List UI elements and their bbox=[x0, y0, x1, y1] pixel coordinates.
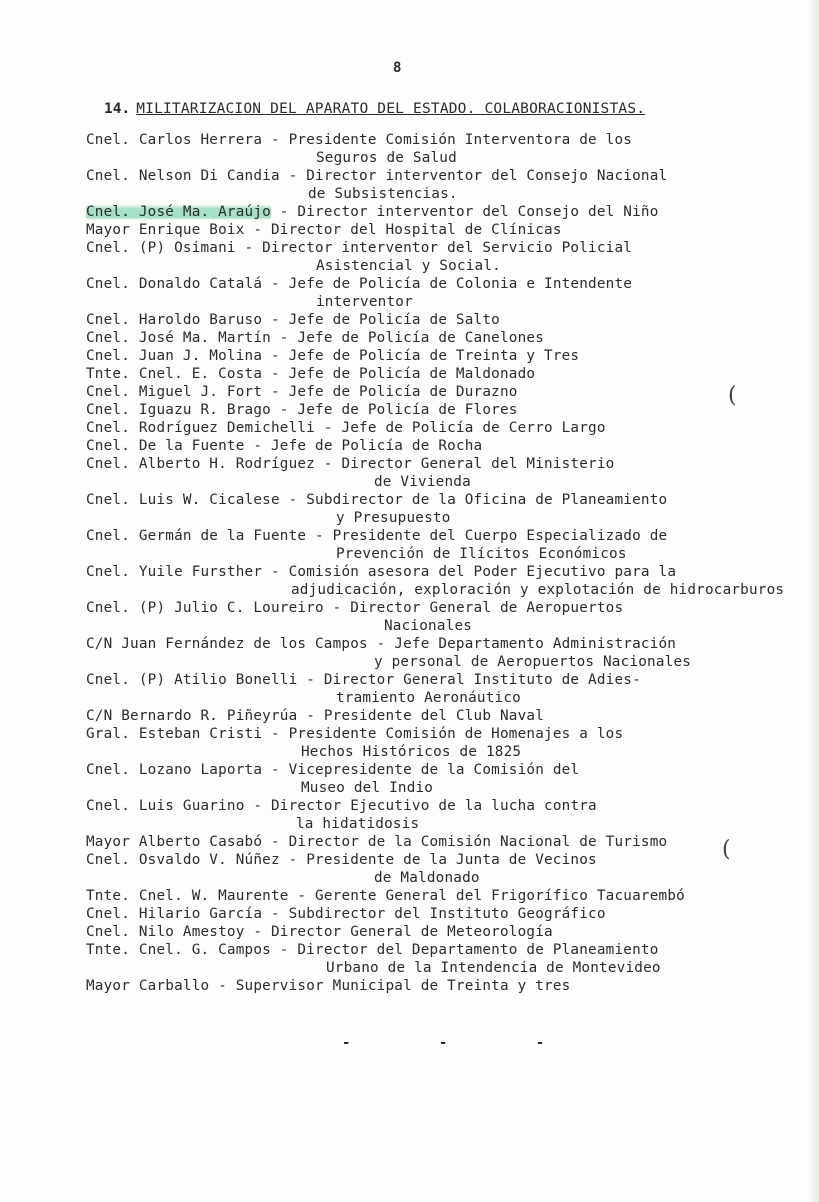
entry-role: Supervisor Municipal de Treinta y tres bbox=[235, 978, 571, 994]
entry-role: Director interventor del Consejo Nacional bbox=[306, 168, 668, 184]
entry-name: Tnte. Cnel. E. Costa bbox=[86, 366, 263, 382]
section-number: 14. bbox=[104, 101, 131, 117]
entry-role: Presidente del Club Naval bbox=[323, 708, 545, 724]
entry-row bbox=[86, 725, 806, 761]
entry-separator: - bbox=[262, 132, 289, 148]
entry-separator: - bbox=[279, 492, 307, 508]
entry-row bbox=[86, 563, 806, 599]
entry-role: Presidente de la Junta de Vecinos bbox=[306, 852, 597, 868]
entry-role: Subdirector del Instituto Geográfico bbox=[288, 906, 606, 922]
entry-role: Presidente Comisión de Homenajes a los bbox=[288, 726, 624, 742]
entry-row bbox=[86, 455, 806, 491]
entry-name: Cnel. Donaldo Catalá bbox=[86, 276, 263, 292]
entry-row bbox=[86, 239, 806, 275]
entry-row bbox=[86, 401, 806, 419]
entry-separator: - bbox=[270, 942, 298, 958]
entry-row bbox=[86, 383, 806, 401]
entry-name: Cnel. Carlos Herrera bbox=[86, 132, 263, 148]
entry-separator: - bbox=[244, 222, 271, 238]
entry-row bbox=[86, 761, 806, 797]
entry-name: Mayor Carballo bbox=[86, 978, 210, 994]
section-title: MILITARIZACION DEL APARATO DEL ESTADO. COLABORACIONISTAS. bbox=[136, 101, 646, 117]
entry-row bbox=[86, 347, 806, 365]
entry-role: Director del Hospital de Clínicas bbox=[270, 222, 562, 238]
entry-row bbox=[86, 491, 806, 527]
entry-role: Director General del Ministerio bbox=[341, 456, 615, 472]
page-edge bbox=[807, 0, 819, 1202]
entry-role: Director del Departamento de Planeamiento bbox=[297, 942, 659, 958]
entry-role-continuation: de Subsistencias. bbox=[308, 186, 458, 202]
entry-role-continuation: Hechos Históricos de 1825 bbox=[301, 744, 522, 760]
entry-separator: - bbox=[262, 726, 289, 742]
entry-role: Director de la Comisión Nacional de Turismo bbox=[288, 834, 668, 850]
entry-row bbox=[86, 887, 806, 905]
entry-name: Cnel. José Ma. Araújo bbox=[86, 204, 271, 220]
entry-role-continuation: Seguros de Salud bbox=[316, 150, 457, 166]
entry-role: Jefe de Policía de Canelones bbox=[297, 330, 545, 346]
entry-role: Jefe de Policía de Treinta y Tres bbox=[288, 348, 580, 364]
entry-role: Jefe Departamento Administración bbox=[394, 636, 677, 652]
entry-line bbox=[86, 797, 806, 815]
entry-line bbox=[86, 275, 806, 293]
entry-name: Cnel. Alberto H. Rodríguez bbox=[86, 456, 315, 472]
entry-separator: - bbox=[270, 204, 298, 220]
entry-line bbox=[86, 671, 806, 689]
entry-row bbox=[86, 221, 806, 239]
entry-role: Presidente del Cuerpo Especializado de bbox=[332, 528, 668, 544]
entry-name: Cnel. Germán de la Fuente bbox=[86, 528, 307, 544]
entry-line bbox=[86, 887, 806, 905]
entry-separator: - bbox=[262, 906, 289, 922]
entry-row bbox=[86, 131, 806, 167]
entry-separator: - bbox=[270, 330, 298, 346]
entry-line bbox=[86, 401, 806, 419]
entry-role: Jefe de Policía de Maldonado bbox=[288, 366, 536, 382]
entry-line bbox=[86, 365, 806, 383]
entry-role: Director interventor del Servicio Policial bbox=[262, 240, 633, 256]
entry-separator: - bbox=[297, 708, 324, 724]
entry-separator: - bbox=[297, 672, 324, 688]
entry-name: Cnel. Haroldo Baruso bbox=[86, 312, 263, 328]
entry-role: Vicepresidente de la Comisión del bbox=[288, 762, 580, 778]
entry-role: Jefe de Policía de Flores bbox=[297, 402, 518, 418]
entry-row bbox=[86, 707, 806, 725]
entry-separator: - bbox=[244, 924, 271, 940]
entry-role-continuation: interventor bbox=[316, 294, 413, 310]
entry-name: Cnel. Juan J. Molina bbox=[86, 348, 263, 364]
entry-name: Cnel. José Ma. Martín bbox=[86, 330, 271, 346]
entry-row bbox=[86, 851, 806, 887]
entry-line bbox=[86, 203, 806, 221]
entry-separator: - bbox=[262, 834, 289, 850]
entry-line bbox=[86, 419, 806, 437]
entry-row bbox=[86, 329, 806, 347]
entry-role-continuation: Prevención de Ilícitos Económicos bbox=[336, 546, 627, 562]
entry-separator: - bbox=[235, 240, 263, 256]
entry-role-continuation: Urbano de la Intendencia de Montevideo bbox=[326, 960, 661, 976]
entry-role-continuation: Asistencial y Social. bbox=[316, 258, 501, 274]
entry-line bbox=[86, 725, 806, 743]
entry-role: Director interventor del Consejo del Niño bbox=[297, 204, 659, 220]
entry-name: Cnel. Luis W. Cicalese bbox=[86, 492, 280, 508]
entry-name: Cnel. (P) Julio C. Loureiro bbox=[86, 600, 324, 616]
entry-row bbox=[86, 941, 806, 977]
entry-role: Gerente General del Frigorífico Tacuarembó bbox=[315, 888, 685, 904]
entry-row bbox=[86, 311, 806, 329]
entry-line bbox=[86, 131, 806, 149]
entry-name: Tnte. Cnel. W. Maurente bbox=[86, 888, 289, 904]
entry-row bbox=[86, 635, 806, 671]
entry-name: C/N Juan Fernández de los Campos bbox=[86, 636, 368, 652]
entry-separator: - bbox=[262, 366, 289, 382]
entry-separator: - bbox=[244, 798, 271, 814]
entry-row bbox=[86, 671, 806, 707]
entry-role-continuation: adjudicación, exploración y explotación de hidrocarburos bbox=[291, 582, 785, 598]
entry-line bbox=[86, 383, 806, 401]
entry-role-continuation: Museo del Indio bbox=[301, 780, 434, 796]
entry-line bbox=[86, 239, 806, 257]
entry-separator: - bbox=[323, 600, 351, 616]
entry-name: Cnel. (P) Atilio Bonelli bbox=[86, 672, 298, 688]
entry-row bbox=[86, 905, 806, 923]
entry-separator: - bbox=[244, 438, 271, 454]
entry-name: C/N Bernardo R. Piñeyrúa bbox=[86, 708, 298, 724]
entry-line bbox=[86, 347, 806, 365]
entry-role-continuation: tramiento Aeronáutico bbox=[336, 690, 521, 706]
entry-name: Cnel. De la Fuente bbox=[86, 438, 245, 454]
entry-line bbox=[86, 491, 806, 509]
entry-line bbox=[86, 221, 806, 239]
entry-name: Mayor Alberto Casabó bbox=[86, 834, 263, 850]
entry-separator: - bbox=[262, 384, 289, 400]
entry-row bbox=[86, 923, 806, 941]
entry-role: Jefe de Policía de Colonia e Intendente bbox=[288, 276, 633, 292]
entry-row bbox=[86, 977, 806, 995]
entry-separator: - bbox=[367, 636, 395, 652]
entry-separator: - bbox=[262, 312, 289, 328]
entry-row bbox=[86, 365, 806, 383]
entry-separator: - bbox=[262, 348, 289, 364]
entry-role: Jefe de Policía de Salto bbox=[288, 312, 500, 328]
page-number: 8 bbox=[393, 60, 402, 76]
entry-line bbox=[86, 599, 806, 617]
entry-line bbox=[86, 833, 806, 851]
entry-name: Mayor Enrique Boix bbox=[86, 222, 245, 238]
section-heading bbox=[104, 101, 645, 117]
entry-role: Director General de Aeropuertos bbox=[350, 600, 624, 616]
entry-name: Cnel. Miguel J. Fort bbox=[86, 384, 263, 400]
entry-role-continuation: Nacionales bbox=[384, 618, 473, 634]
entry-line bbox=[86, 455, 806, 473]
entry-line bbox=[86, 563, 806, 581]
entry-row bbox=[86, 203, 806, 221]
entry-role-continuation: y Presupuesto bbox=[336, 510, 451, 526]
entry-row bbox=[86, 599, 806, 635]
entry-role-continuation: de Maldonado bbox=[374, 870, 480, 886]
entry-separator: - bbox=[288, 888, 316, 904]
entry-separator: - bbox=[262, 762, 289, 778]
entry-role: Subdirector de la Oficina de Planeamiento bbox=[306, 492, 668, 508]
entry-name: Cnel. Osvaldo V. Núñez bbox=[86, 852, 280, 868]
entry-role-continuation: y personal de Aeropuertos Nacionales bbox=[374, 654, 692, 670]
entry-row bbox=[86, 419, 806, 437]
entry-separator: - bbox=[279, 852, 307, 868]
entry-role: Jefe de Policía de Rocha bbox=[270, 438, 483, 454]
entry-separator: - bbox=[315, 456, 342, 472]
entry-line bbox=[86, 851, 806, 869]
margin-parenthesis-mark: ( bbox=[728, 383, 737, 408]
entry-row bbox=[86, 275, 806, 311]
entry-name: Cnel. Nelson Di Candia bbox=[86, 168, 280, 184]
entry-role: Comisión asesora del Poder Ejecutivo para la bbox=[288, 564, 677, 580]
entry-separator: - bbox=[315, 420, 342, 436]
entry-role: Director General de Meteorología bbox=[270, 924, 553, 940]
entry-role: Presidente Comisión Interventora de los bbox=[288, 132, 633, 148]
entry-line bbox=[86, 329, 806, 347]
entry-name: Gral. Esteban Cristi bbox=[86, 726, 263, 742]
entry-role: Jefe de Policía de Durazno bbox=[288, 384, 518, 400]
entry-line bbox=[86, 527, 806, 545]
entry-name: Cnel. Iguazu R. Brago bbox=[86, 402, 271, 418]
entry-role-continuation: de Vivienda bbox=[374, 474, 471, 490]
entry-name: Cnel. (P) Osimani bbox=[86, 240, 236, 256]
entry-separator: - bbox=[262, 564, 289, 580]
entry-role: Director General Instituto de Adies- bbox=[323, 672, 641, 688]
entry-name: Cnel. Luis Guarino bbox=[86, 798, 245, 814]
entry-name: Cnel. Nilo Amestoy bbox=[86, 924, 245, 940]
entry-separator: - bbox=[209, 978, 236, 994]
entry-line bbox=[86, 977, 806, 995]
entry-name: Cnel. Yuile Fursther bbox=[86, 564, 263, 580]
entry-line bbox=[86, 707, 806, 725]
entry-line bbox=[86, 635, 806, 653]
entry-separator: - bbox=[279, 168, 307, 184]
entry-line bbox=[86, 905, 806, 923]
end-dashes: - - - bbox=[342, 1035, 585, 1051]
entry-line bbox=[86, 941, 806, 959]
entry-row bbox=[86, 833, 806, 851]
entry-list bbox=[86, 131, 806, 995]
entry-line bbox=[86, 923, 806, 941]
entry-line bbox=[86, 437, 806, 455]
entry-name: Tnte. Cnel. G. Campos bbox=[86, 942, 271, 958]
entry-row bbox=[86, 167, 806, 203]
entry-name: Cnel. Hilario García bbox=[86, 906, 263, 922]
entry-name: Cnel. Lozano Laporta bbox=[86, 762, 263, 778]
margin-parenthesis-mark: ( bbox=[722, 837, 731, 862]
entry-separator: - bbox=[270, 402, 298, 418]
entry-role: Director Ejecutivo de la lucha contra bbox=[270, 798, 597, 814]
entry-separator: - bbox=[262, 276, 289, 292]
entry-line bbox=[86, 311, 806, 329]
entry-line bbox=[86, 761, 806, 779]
entry-role-continuation: la hidatidosis bbox=[296, 816, 420, 832]
entry-row bbox=[86, 527, 806, 563]
entry-line bbox=[86, 167, 806, 185]
entry-row bbox=[86, 437, 806, 455]
entry-separator: - bbox=[306, 528, 333, 544]
entry-name: Cnel. Rodríguez Demichelli bbox=[86, 420, 315, 436]
entry-role: Jefe de Policía de Cerro Largo bbox=[341, 420, 606, 436]
entry-row bbox=[86, 797, 806, 833]
